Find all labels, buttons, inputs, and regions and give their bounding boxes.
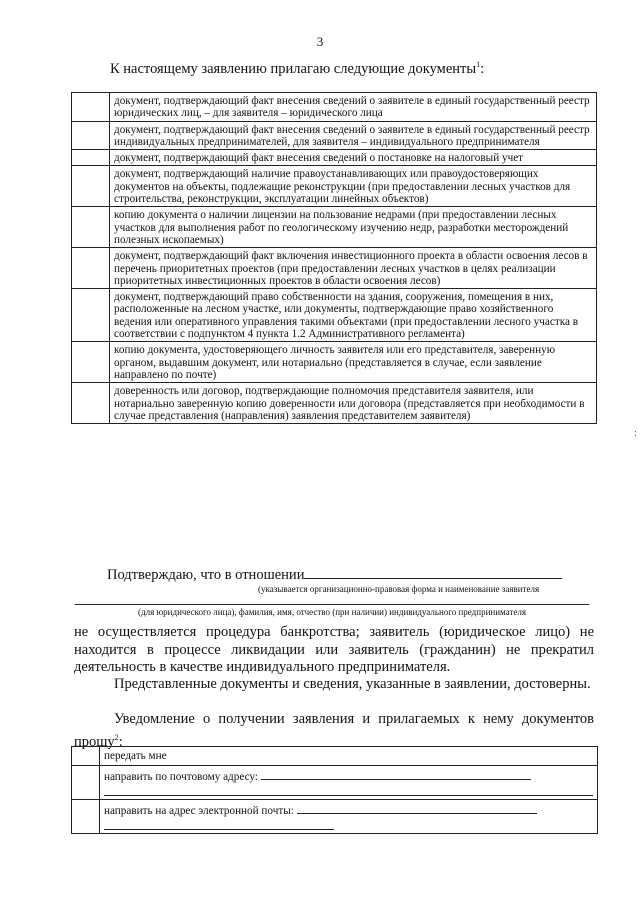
document-checkbox-cell[interactable] [72, 207, 110, 248]
notification-table [71, 746, 598, 834]
document-checkbox-cell[interactable] [72, 121, 110, 150]
applicant-name-line[interactable] [75, 604, 589, 605]
document-text: документ, подтверждающий наличие правоустанавливающих или правоудостоверяющих документов на объекты, подлежащие реконструкции (при предоставлении лесных участков для строительства, реконструкции, эксплуатации линейных объектов) [110, 166, 597, 207]
document-row [72, 248, 597, 289]
notify-option-email-label: направить на адрес электронной почты: [104, 805, 294, 817]
document-row [72, 166, 597, 207]
document-text: документ, подтверждающий право собственности на здания, сооружения, помещения в них, расположенные на лесном участке, или документы, подтверждающие право хозяйственного ведения или оперативного управления такими объектами (при предоставлении лесного участка в соответствии с подпунктом 4 пункта 1.2 Административного регламента) [110, 289, 597, 342]
footnote-mark-2: 2 [114, 732, 119, 742]
notify-option-hand-over: передать мне [100, 747, 598, 766]
notification-table-body [72, 747, 598, 834]
document-checkbox-cell[interactable] [72, 93, 110, 122]
attachments-heading-text: К настоящему заявлению прилагаю следующие документы [110, 60, 477, 77]
postal-address-field[interactable] [261, 769, 531, 780]
footnote-mark-1: 1 [476, 60, 481, 69]
hint-org: (указывается организационно-правовая форма и наименование заявителя [258, 584, 540, 594]
applicant-name-field[interactable] [304, 566, 562, 579]
documents-table [71, 92, 597, 424]
postal-address-field-line2[interactable] [104, 785, 593, 796]
document-text: документ, подтверждающий факт включения инвестиционного проекта в области освоения лесов в перечень приоритетных проектов (при предоставлении лесных участков в целях реализации приоритетных инвестиционных проектов в области освоения лесов) [110, 248, 597, 289]
document-row [72, 289, 597, 342]
document-checkbox-cell[interactable] [72, 150, 110, 166]
document-row [72, 150, 597, 166]
page-number: 3 [316, 34, 324, 49]
notify-option-email [100, 800, 598, 834]
document-row [72, 383, 597, 424]
email-address-field[interactable] [297, 803, 537, 814]
notify-option-postal-label: направить по почтовому адресу: [104, 771, 258, 783]
notify-checkbox-cell[interactable] [72, 766, 100, 800]
document-checkbox-cell[interactable] [72, 383, 110, 424]
document-checkbox-cell[interactable] [72, 248, 110, 289]
document-row [72, 342, 597, 383]
paragraph-notice: Уведомление о получении заявления и прилагаемых к нему документов прошу$^2$: [74, 711, 594, 750]
document-checkbox-cell[interactable] [72, 342, 110, 383]
document-checkbox-cell[interactable] [72, 289, 110, 342]
document-text: доверенность или договор, подтверждающие полномочия представителя заявителя, или нотариально заверенную копию доверенности или договора (представляется при необходимости в случае представления (направления) заявления представителем заявителя) [110, 383, 597, 424]
paragraph-bankruptcy: не осуществляется процедура банкротства; заявитель (юридическое лицо) не находится в процессе ликвидации или заявитель (гражданин) не прекратил деятельность в качестве индивидуального предпринимателя. [74, 624, 594, 675]
document-row [72, 207, 597, 248]
confirm-text: Подтверждаю, что в отношении [107, 567, 305, 583]
document-text: документ, подтверждающий факт внесения сведений о заявителе в единый государственный реестр индивидуальных предпринимателей, для заявителя – индивидуального предпринимателя [110, 121, 597, 150]
margin-mark: : [634, 428, 637, 439]
document-text: документ, подтверждающий факт внесения сведений о заявителе в единый государственный реестр юридических лиц, – для заявителя – юридического лица [110, 93, 597, 122]
document-checkbox-cell[interactable] [72, 166, 110, 207]
document-text: копию документа о наличии лицензии на пользование недрами (при предоставлении лесных участков для выполнения работ по геологическому изучению недр, разработки месторождений полезных ископаемых) [110, 207, 597, 248]
notify-checkbox-cell[interactable] [72, 800, 100, 834]
notify-option-postal [100, 766, 598, 800]
paragraph-notice-text: Уведомление о получении заявления и прилагаемых к нему документов прошу [74, 711, 594, 750]
hint-person: (для юридического лица), фамилия, имя, отчество (при наличии) индивидуального предпринимателя [138, 607, 526, 617]
notify-option-row [72, 747, 598, 766]
notify-option-row [72, 800, 598, 834]
email-address-field-line2[interactable] [104, 819, 334, 830]
paragraph-documents-valid: Представленные документы и сведения, указанные в заявлении, достоверны. [114, 676, 591, 692]
document-text: документ, подтверждающий факт внесения сведений о постановке на налоговый учет [110, 150, 597, 166]
notify-checkbox-cell[interactable] [72, 747, 100, 766]
notify-option-row [72, 766, 598, 800]
attachments-heading: К настоящему заявлению прилагаю следующие документы$^1$: [110, 60, 485, 77]
documents-table-body [72, 93, 597, 424]
document-row [72, 93, 597, 122]
document-row [72, 121, 597, 150]
confirm-line [107, 566, 562, 584]
document-text: копию документа, удостоверяющего личность заявителя или его представителя, заверенную органом, выдавшим документ, или нотариально (представляется в случае, если заявление направлено по почте) [110, 342, 597, 383]
